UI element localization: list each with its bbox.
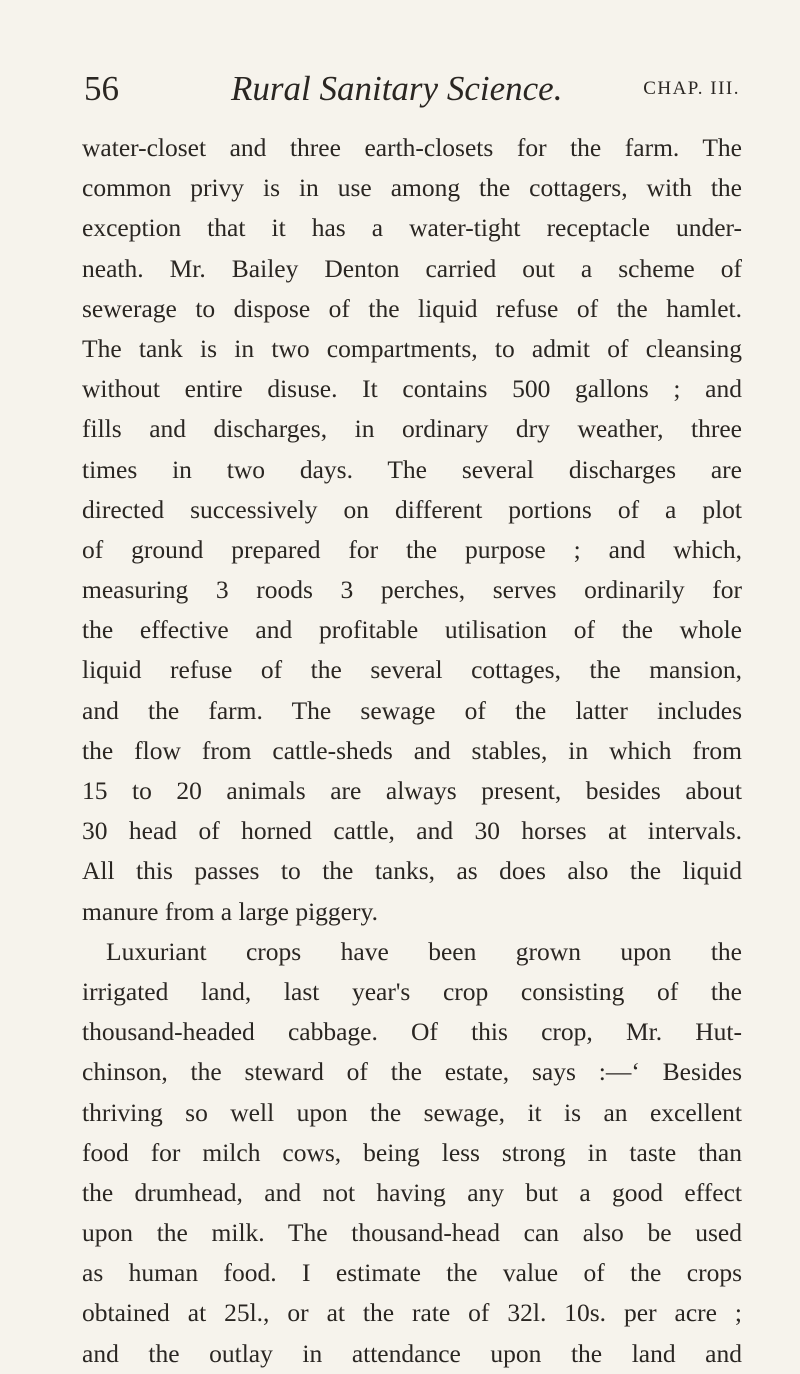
text-line: chinson, the steward of the estate, says :—‘ Besides (82, 1057, 742, 1087)
paragraph-end-line: manure from a large piggery. (82, 896, 378, 926)
text-line: thriving so well upon the sewage, it is an excellent (82, 1097, 742, 1127)
text-line: obtained at 25l., or at the rate of 32l. 10s. per acre ; (82, 1298, 742, 1328)
paragraph-start-line: Luxuriant crops have been grown upon the (106, 936, 742, 966)
text-line: upon the milk. The thousand-head can also be used (82, 1218, 742, 1248)
text-line: food for milch cows, being less strong in taste than (82, 1137, 742, 1167)
running-head (84, 66, 740, 116)
text-line: common privy is in use among the cottagers, with the (82, 173, 742, 203)
text-line: water-closet and three earth-closets for the farm. The (82, 133, 742, 162)
chapter-reference: CHAP. III. (643, 78, 740, 99)
text-line: measuring 3 roods 3 perches, serves ordinarily for (82, 575, 742, 605)
text-line: liquid refuse of the several cottages, the mansion, (82, 655, 742, 685)
body-text (82, 128, 742, 1374)
running-title: Rural Sanitary Science. (231, 69, 563, 108)
text-line: directed successively on different portions of a plot (82, 494, 742, 524)
text-line: without entire disuse. It contains 500 gallons ; and (82, 374, 742, 404)
text-line: as human food. I estimate the value of the crops (82, 1258, 742, 1288)
text-line: the effective and profitable utilisation of the whole (82, 615, 742, 645)
text-line: neath. Mr. Bailey Denton carried out a scheme of (82, 253, 742, 283)
text-line: the flow from cattle-sheds and stables, in which from (82, 735, 742, 765)
text-line: All this passes to the tanks, as does also the liquid (82, 856, 742, 886)
text-line: fills and discharges, in ordinary dry weather, three (82, 414, 742, 444)
text-line: The tank is in two compartments, to admit of cleansing (82, 333, 742, 363)
page-number: 56 (84, 69, 119, 108)
text-line: of ground prepared for the purpose ; and which, (82, 534, 742, 564)
text-line: and the farm. The sewage of the latter includes (82, 695, 742, 725)
text-line: and the outlay in attendance upon the land and (82, 1338, 742, 1368)
text-line: irrigated land, last year's crop consisting of the (82, 976, 742, 1006)
text-line: sewerage to dispose of the liquid refuse of the hamlet. (82, 293, 742, 323)
text-line: thousand-headed cabbage. Of this crop, Mr. Hut- (82, 1017, 742, 1047)
text-line: 30 head of horned cattle, and 30 horses at intervals. (82, 816, 742, 846)
text-line: the drumhead, and not having any but a good effect (82, 1177, 742, 1207)
text-line: times in two days. The several discharges are (82, 454, 742, 484)
text-line: 15 to 20 animals are always present, besides about (82, 776, 742, 805)
text-line: exception that it has a water-tight receptacle under- (82, 213, 742, 243)
